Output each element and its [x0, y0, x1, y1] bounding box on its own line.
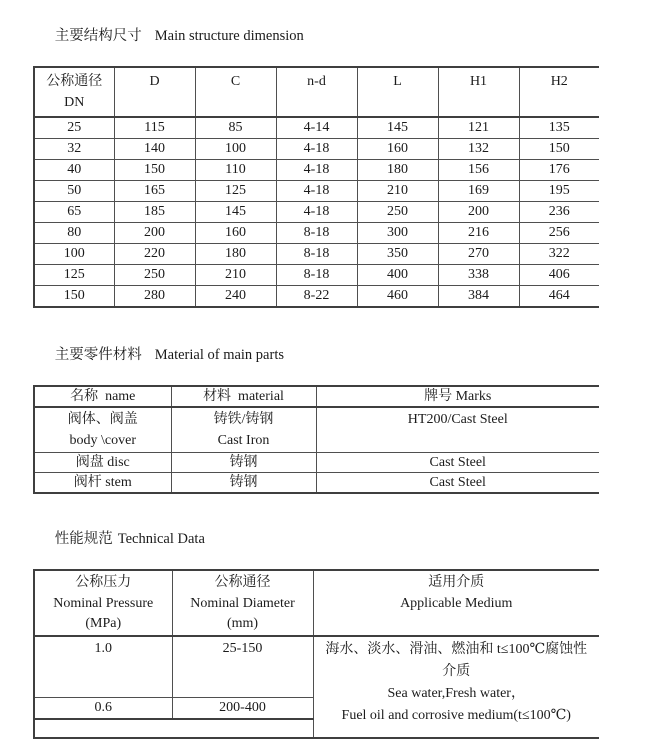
- table-row: [34, 202, 599, 223]
- part-material-cell: 铸钢: [171, 453, 316, 473]
- structure-table-title: [33, 9, 633, 63]
- dimension-cell: 464: [519, 286, 599, 308]
- dimension-cell: 85: [195, 117, 276, 139]
- dimension-cell: 270: [438, 244, 519, 265]
- dimension-cell: 160: [357, 139, 438, 160]
- part-marks-cell: HT200/Cast Steel: [316, 407, 599, 453]
- dimension-cell: 216: [438, 223, 519, 244]
- dimension-cell: 140: [114, 139, 195, 160]
- material-table-title: [33, 328, 633, 382]
- dimension-cell: 250: [357, 202, 438, 223]
- dimension-cell: 406: [519, 265, 599, 286]
- medium-header-zh: 适用介质: [428, 575, 485, 590]
- section-technical-data: [33, 512, 633, 739]
- structure-dimension-table: [33, 66, 599, 308]
- dimension-cell: 460: [357, 286, 438, 308]
- dimension-cell: 300: [357, 223, 438, 244]
- dimension-cell: 4-18: [276, 181, 357, 202]
- diameter-header-zh: 公称通径: [214, 575, 271, 590]
- dimension-cell: 240: [195, 286, 276, 308]
- column-header-diameter: [172, 570, 313, 636]
- dimension-cell: 384: [438, 286, 519, 308]
- material-title-en: Material of main parts: [154, 347, 284, 363]
- material-table: [33, 385, 599, 494]
- dimension-cell: 322: [519, 244, 599, 265]
- dimension-cell: 4-18: [276, 160, 357, 181]
- dimension-cell: 100: [195, 139, 276, 160]
- column-header-medium: [313, 570, 599, 636]
- column-header-c: C: [195, 67, 276, 117]
- table-row: [34, 160, 599, 181]
- table-row: [34, 139, 599, 160]
- empty-cell: [34, 719, 313, 738]
- dimension-cell: 195: [519, 181, 599, 202]
- dimension-cell: 40: [34, 160, 114, 181]
- part-marks-cell: Cast Steel: [316, 453, 599, 473]
- dimension-cell: 4-18: [276, 139, 357, 160]
- table-row: [34, 244, 599, 265]
- dimension-cell: 80: [34, 223, 114, 244]
- column-header-l: L: [357, 67, 438, 117]
- part-material-zh: 铸铁/铸钢: [213, 412, 274, 427]
- part-name-cell: 阀杆 stem: [34, 473, 171, 494]
- medium-line: Fuel oil and corrosive medium(t≤100℃): [341, 707, 571, 723]
- dimension-cell: 115: [114, 117, 195, 139]
- dimension-cell: 150: [34, 286, 114, 308]
- part-material-en: Cast Iron: [217, 433, 270, 448]
- dimension-cell: 32: [34, 139, 114, 160]
- medium-line: Sea water,Fresh water，: [387, 685, 525, 701]
- diameter-header-en: Nominal Diameter: [190, 595, 295, 611]
- section-material: [33, 328, 633, 494]
- diameter-cell: 200-400: [172, 697, 313, 719]
- part-name-en: body \cover: [69, 433, 136, 448]
- dimension-cell: 25: [34, 117, 114, 139]
- dimension-cell: 125: [34, 265, 114, 286]
- dimension-cell: 100: [34, 244, 114, 265]
- dimension-cell: 400: [357, 265, 438, 286]
- structure-title-en: Main structure dimension: [154, 28, 304, 44]
- dimension-cell: 132: [438, 139, 519, 160]
- dimension-cell: 156: [438, 160, 519, 181]
- column-header-material: 材料 material: [171, 386, 316, 407]
- dn-header-code: DN: [64, 95, 85, 110]
- dimension-cell: 110: [195, 160, 276, 181]
- pressure-header-en: Nominal Pressure: [53, 595, 154, 611]
- dn-header-zh: 公称通径: [46, 74, 103, 89]
- column-header-h2: H2: [519, 67, 599, 117]
- table-row: [34, 181, 599, 202]
- column-header-d: D: [114, 67, 195, 117]
- part-material-cell: [171, 407, 316, 453]
- dimension-cell: 125: [195, 181, 276, 202]
- column-header-h1: H1: [438, 67, 519, 117]
- pressure-cell: 1.0: [34, 636, 172, 698]
- table-row: [34, 636, 599, 698]
- table-row: [34, 453, 599, 473]
- dimension-cell: 250: [114, 265, 195, 286]
- dimension-cell: 4-14: [276, 117, 357, 139]
- part-material-cell: 铸钢: [171, 473, 316, 494]
- dimension-cell: 280: [114, 286, 195, 308]
- dimension-cell: 8-18: [276, 244, 357, 265]
- dimension-cell: 185: [114, 202, 195, 223]
- table-row: [34, 286, 599, 308]
- part-marks-cell: Cast Steel: [316, 473, 599, 494]
- column-header-nd: n-d: [276, 67, 357, 117]
- part-name-zh: 阀体、阀盖: [67, 412, 138, 427]
- part-name-cell: 阀盘 disc: [34, 453, 171, 473]
- diameter-header-unit: (mm): [226, 616, 259, 631]
- dimension-cell: 236: [519, 202, 599, 223]
- header-row: [34, 386, 599, 407]
- dimension-cell: 176: [519, 160, 599, 181]
- dimension-cell: 169: [438, 181, 519, 202]
- medium-line: 海水、淡水、滑油、燃油和 t≤100℃腐蚀性: [325, 641, 588, 657]
- column-header-dn: [34, 67, 114, 117]
- table-row: [34, 117, 599, 139]
- dimension-cell: 256: [519, 223, 599, 244]
- technical-table-title: [33, 512, 633, 566]
- dimension-cell: 220: [114, 244, 195, 265]
- dimension-cell: 65: [34, 202, 114, 223]
- applicable-medium-cell: [313, 636, 599, 738]
- dimension-cell: 180: [357, 160, 438, 181]
- pressure-cell: 0.6: [34, 697, 172, 719]
- pressure-header-unit: (MPa): [85, 616, 122, 631]
- dimension-cell: 8-18: [276, 265, 357, 286]
- header-row: [34, 570, 599, 636]
- dimension-cell: 150: [519, 139, 599, 160]
- header-row: [34, 67, 599, 117]
- dimension-cell: 338: [438, 265, 519, 286]
- technical-title-en: Technical Data: [117, 531, 205, 547]
- dimension-cell: 121: [438, 117, 519, 139]
- dimension-cell: 200: [114, 223, 195, 244]
- dimension-cell: 145: [357, 117, 438, 139]
- dimension-cell: 350: [357, 244, 438, 265]
- dimension-cell: 200: [438, 202, 519, 223]
- dimension-cell: 50: [34, 181, 114, 202]
- technical-data-table: [33, 569, 599, 739]
- dimension-cell: 210: [357, 181, 438, 202]
- column-header-pressure: [34, 570, 172, 636]
- diameter-cell: 25-150: [172, 636, 313, 698]
- column-header-marks: 牌号 Marks: [316, 386, 599, 407]
- dimension-cell: 210: [195, 265, 276, 286]
- pressure-header-zh: 公称压力: [75, 575, 132, 590]
- table-row: [34, 223, 599, 244]
- dimension-cell: 4-18: [276, 202, 357, 223]
- dimension-cell: 8-22: [276, 286, 357, 308]
- dimension-cell: 160: [195, 223, 276, 244]
- section-structure-dimension: [33, 9, 633, 308]
- table-row: [34, 473, 599, 494]
- dimension-cell: 180: [195, 244, 276, 265]
- dimension-cell: 8-18: [276, 223, 357, 244]
- dimension-cell: 150: [114, 160, 195, 181]
- medium-header-en: Applicable Medium: [400, 595, 513, 611]
- column-header-name: 名称 name: [34, 386, 171, 407]
- dimension-cell: 145: [195, 202, 276, 223]
- technical-title-zh: 性能规范: [54, 531, 113, 547]
- medium-line: 介质: [442, 663, 471, 679]
- table-row: [34, 407, 599, 453]
- dimension-cell: 165: [114, 181, 195, 202]
- material-title-zh: 主要零件材料: [54, 347, 142, 363]
- table-row: [34, 265, 599, 286]
- part-name-cell: [34, 407, 171, 453]
- structure-title-zh: 主要结构尺寸: [54, 28, 142, 44]
- dimension-cell: 135: [519, 117, 599, 139]
